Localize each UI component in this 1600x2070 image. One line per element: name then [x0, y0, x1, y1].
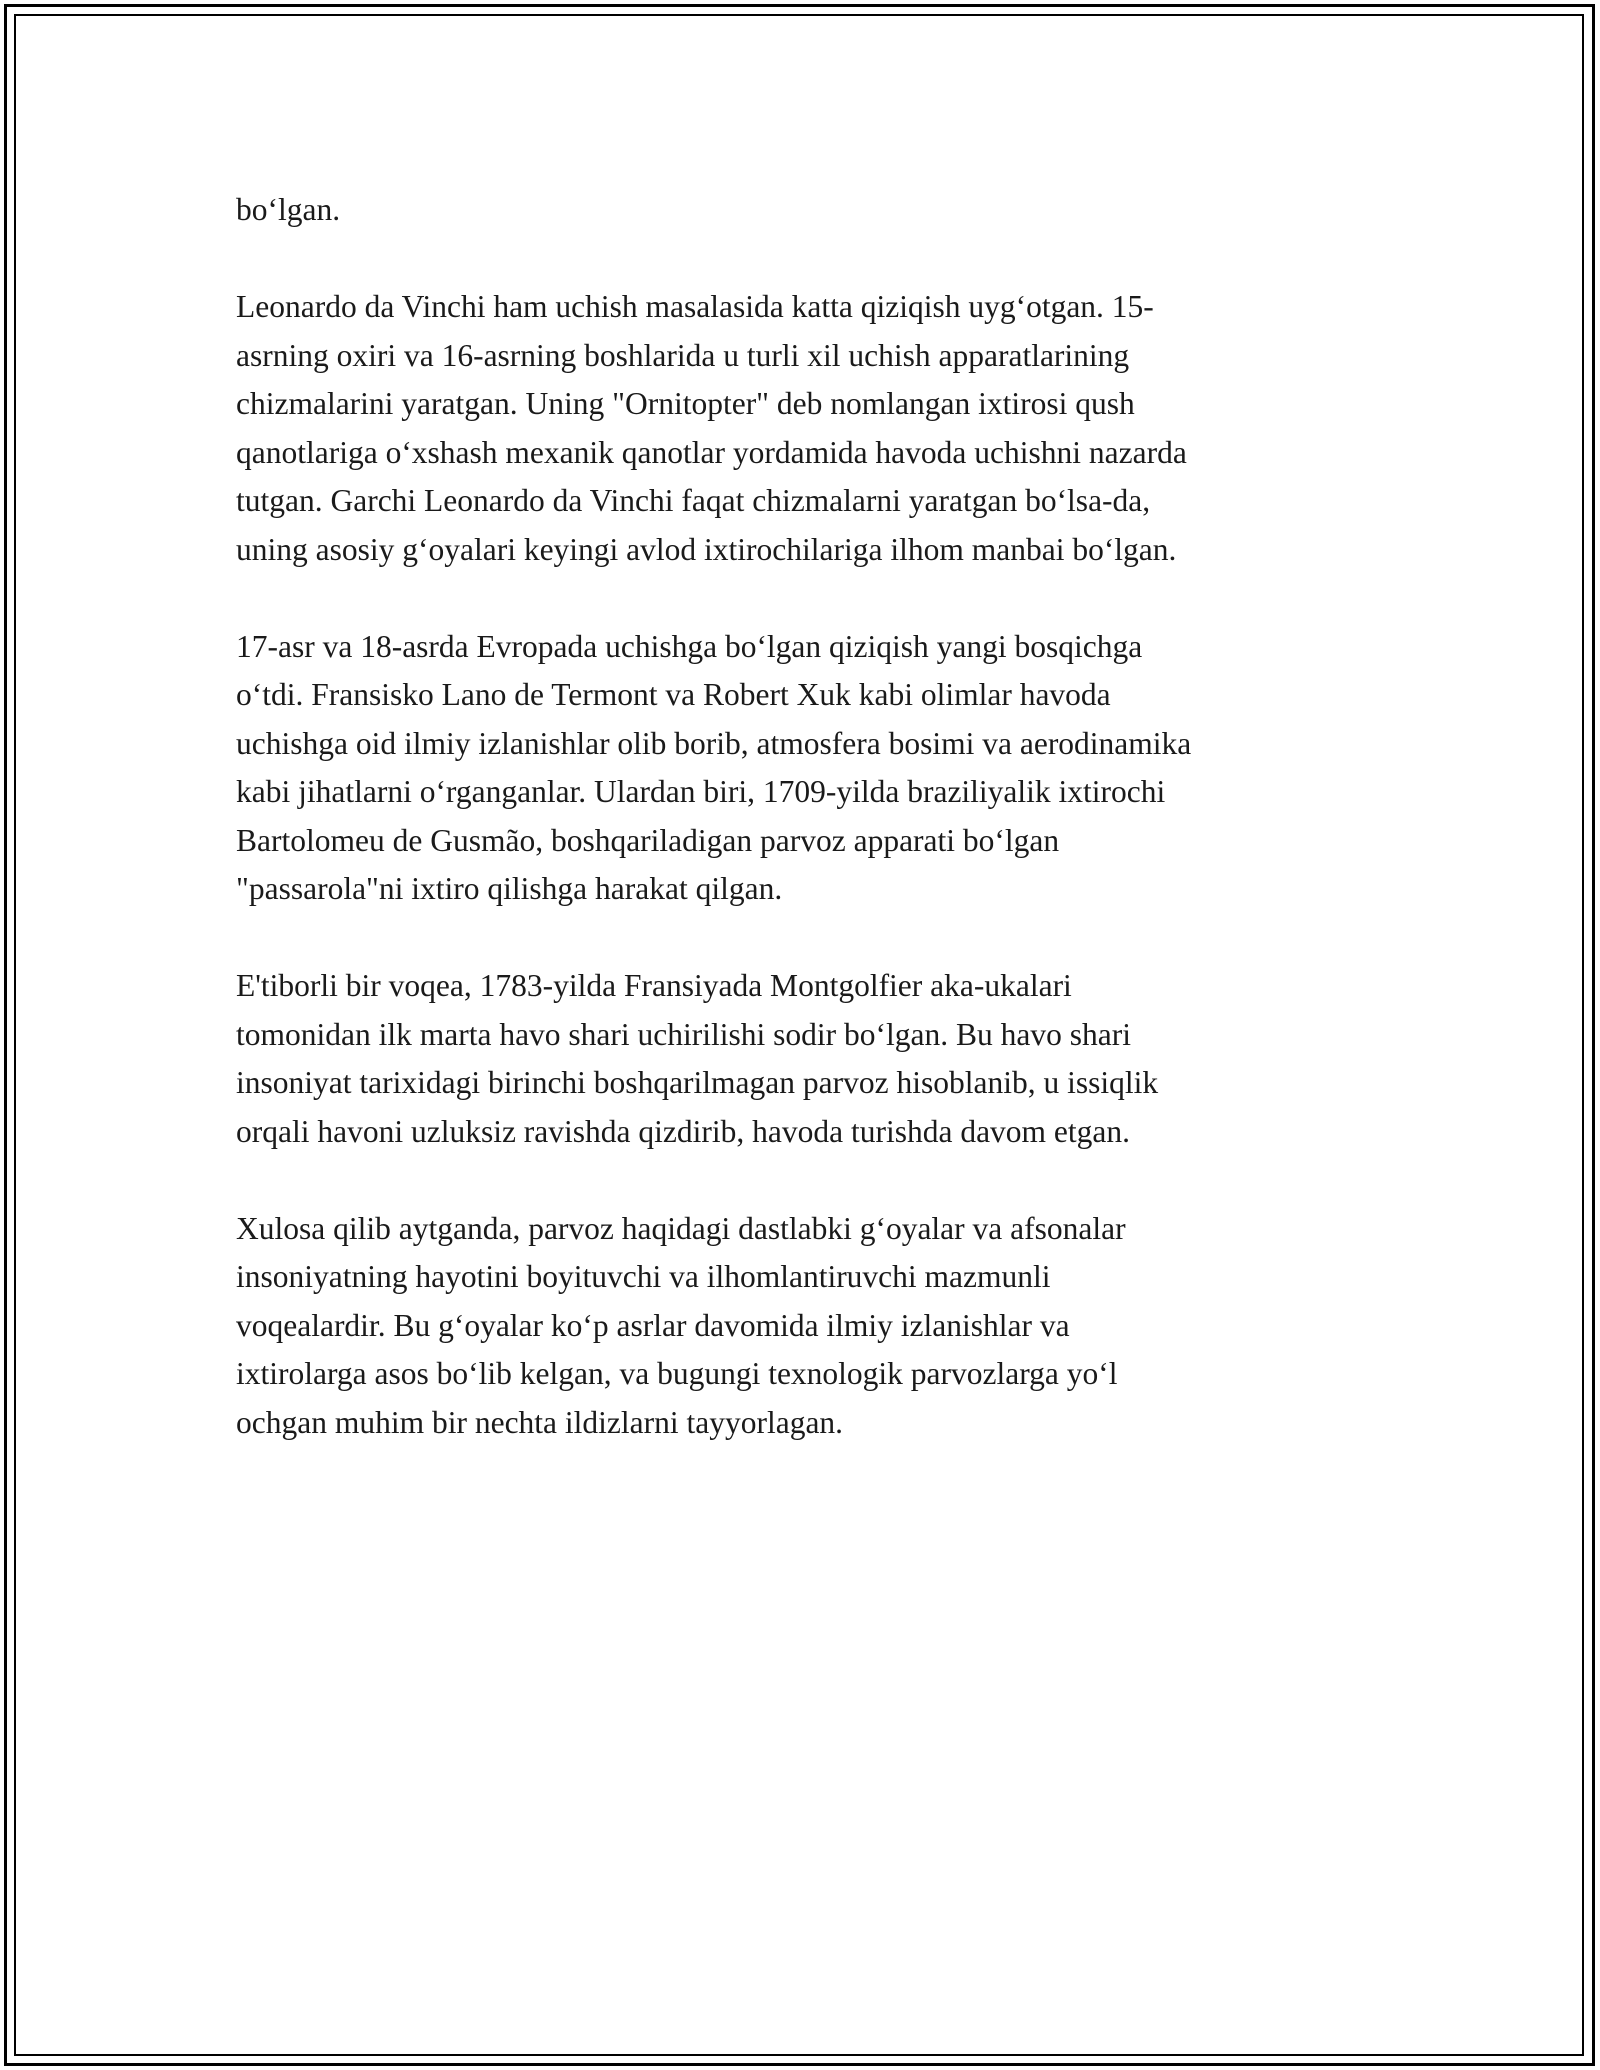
text-line: insoniyatning hayotini boyituvchi va ilhomlantiruvchi mazmunli [236, 1259, 1051, 1294]
text-line: asrning oxiri va 16-asrning boshlarida u turli xil uchish apparatlarining [236, 337, 1130, 373]
text-line: insoniyat tarixidagi birinchi boshqarilmagan parvoz hisoblanib, u issiqlik [236, 1065, 1159, 1100]
text-line: E'tiborli bir voqea, 1783-yilda Fransiyada Montgolfier aka-ukalari [236, 968, 1072, 1003]
text-line: bo‘lgan. [236, 192, 341, 227]
text-line: Bartolomeu de Gusmão, boshqariladigan parvoz apparati bo‘lgan [236, 822, 1060, 858]
text-line: o‘tdi. Fransisko Lano de Termont va Robert Xuk kabi olimlar havoda [236, 677, 1111, 712]
paragraph-2 [236, 283, 1376, 574]
text-line: tutgan. Garchi Leonardo da Vinchi faqat chizmalarni yaratgan bo‘lsa-da, [236, 483, 1151, 518]
text-line: kabi jihatlarni o‘rganganlar. Ulardan biri, 1709-yilda braziliyalik ixtirochi [236, 774, 1166, 809]
text-line: Xulosa qilib aytganda, parvoz haqidagi dastlabki g‘oyalar va afsonalar [236, 1210, 1126, 1246]
paragraph-1 [236, 186, 1376, 235]
text-line: tomonidan ilk marta havo shari uchirilishi sodir bo‘lgan. Bu havo shari [236, 1016, 1131, 1052]
text-line: ochgan muhim bir nechta ildizlarni tayyorlagan. [236, 1404, 844, 1440]
text-line: 17-asr va 18-asrda Evropada uchishga bo‘lgan qiziqish yangi bosqichga [236, 628, 1143, 664]
text-line: uchishga oid ilmiy izlanishlar olib borib, atmosfera bosimi va aerodinamika [236, 725, 1192, 761]
document-body [236, 186, 1376, 1496]
text-line: qanotlariga o‘xshash mexanik qanotlar yordamida havoda uchishni nazarda [236, 434, 1187, 470]
text-line: voqealardir. Bu g‘oyalar ko‘p asrlar davomida ilmiy izlanishlar va [236, 1307, 1070, 1343]
text-line: "passarola"ni ixtiro qilishga harakat qilgan. [236, 871, 783, 906]
paragraph-3 [236, 623, 1376, 914]
text-line: uning asosiy g‘oyalari keyingi avlod ixtirochilariga ilhom manbai bo‘lgan. [236, 531, 1177, 567]
text-line: chizmalarini yaratgan. Uning "Ornitopter" deb nomlangan ixtirosi qush [236, 386, 1135, 421]
paragraph-5 [236, 1205, 1376, 1448]
paragraph-4 [236, 962, 1376, 1156]
text-line: orqali havoni uzluksiz ravishda qizdirib, havoda turishda davom etgan. [236, 1113, 1131, 1149]
text-line: Leonardo da Vinchi ham uchish masalasida katta qiziqish uyg‘otgan. 15- [236, 289, 1154, 324]
text-line: ixtirolarga asos bo‘lib kelgan, va bugungi texnologik parvozlarga yo‘l [236, 1356, 1118, 1391]
